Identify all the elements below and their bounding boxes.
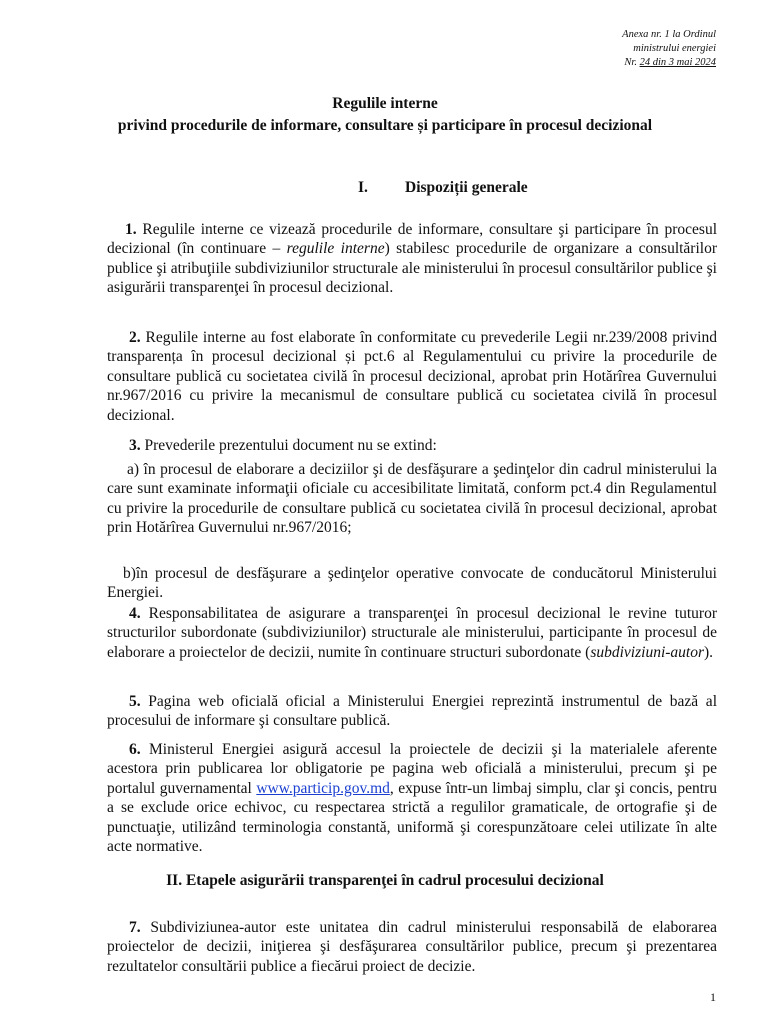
annex-line-3: Nr. 24 din 3 mai 2024: [624, 57, 716, 68]
section-1-heading: [358, 178, 528, 198]
paragraph-7: 7. Subdiviziunea-autor este unitatea din cadrul ministerului responsabilă de elaborarea proiectelor de decizii, iniţierea şi desfăşurarea consultărilor publice, precum şi prezentarea rezultatelor consultării publice a fiecărui proiect de decizie.: [107, 919, 717, 975]
paragraph-6: 6. Ministerul Energiei asigură accesul la proiectele de decizii şi la materialele aferente acestora prin publicarea lor obligatorie pe pagina web oficială a ministerului, precum şi pe portalul guvernamental www.particip.gov.md, expuse într-un limbaj simplu, clar şi concis, pentru a se exclude orice echivoc, cu respectarea strictă a regulilor gramaticale, de ortografie şi de punctuaţie, utilizând terminologia constantă, uniformă şi corespunzătoare celei utilizate în alte acte normative.: [107, 741, 718, 856]
section-1-number: I.: [358, 179, 368, 196]
paragraph-3: 3. Prevederile prezentului document nu se extind:: [129, 437, 437, 454]
page-number: 1: [710, 990, 716, 1004]
section-2-heading: II. Etapele asigurării transparenţei în cadrul procesului decizional: [166, 872, 604, 889]
particip-link[interactable]: www.particip.gov.md: [256, 779, 390, 797]
paragraph-5: 5. Pagina web oficială oficial a Ministerului Energiei reprezintă instrumentul de bază al procesului de informare şi consultare publică.: [107, 693, 717, 730]
annex-line-1: Anexa nr. 1 la Ordinul: [622, 29, 716, 40]
annex-line-2: ministrului energiei: [633, 43, 716, 54]
paragraph-3a: a) în procesul de elaborare a deciziilor şi de desfăşurare a şedinţelor din cadrul ministerului la care sunt examinate informaţii oficiale cu accesibilitate limitată, conform pct.4 din Regulamentul cu privire la procedurile de consultare publică cu societatea civilă în procesul decizional, aprobat prin Hotărîrea Guvernului nr.967/2016;: [107, 461, 717, 537]
annex-reference: [622, 28, 716, 70]
title-line-2: privind procedurile de informare, consultare și participare în procesul decizional: [117, 117, 653, 134]
order-number: 24 din 3 mai 2024: [639, 57, 716, 68]
paragraph-1: 1. Regulile interne ce vizează procedurile de informare, consultare şi participare în procesul decizional (în continuare – regulile interne) stabilesc procedurile de organizare a consultărilor publice şi atribuţiile subdiviziunilor structurale ale ministerului în procesul consultărilor publice şi asigurării transparenţei în procesul decizional.: [107, 221, 717, 297]
paragraph-4: 4. Responsabilitatea de asigurare a transparenţei în procesul decizional le revine tuturor structurilor subordonate (subdiviziunilor) structurale ale ministerului, participante în procesul de elaborare a proiectelor de decizii, numite în continuare structuri subordonate (subdiviziuni-autor).: [107, 605, 717, 661]
paragraph-2: 2. Regulile interne au fost elaborate în conformitate cu prevederile Legii nr.239/2008 privind transparența în procesul decizional și pct.6 al Regulamentului cu privire la procedurile de consultare publică cu societatea civilă în procesul decizional, aprobat prin Hotărîrea Guvernului nr.967/2016 cu privire la mecanismul de consultare publică cu societatea civilă în procesul decizional.: [107, 329, 717, 424]
title-line-1: Regulile interne: [332, 95, 438, 112]
paragraph-3b: b)în procesul de desfăşurare a şedinţelor operative convocate de conducătorul Ministerului Energiei.: [107, 565, 717, 602]
section-1-title: Dispoziții generale: [405, 179, 528, 196]
document-title: [0, 93, 770, 137]
